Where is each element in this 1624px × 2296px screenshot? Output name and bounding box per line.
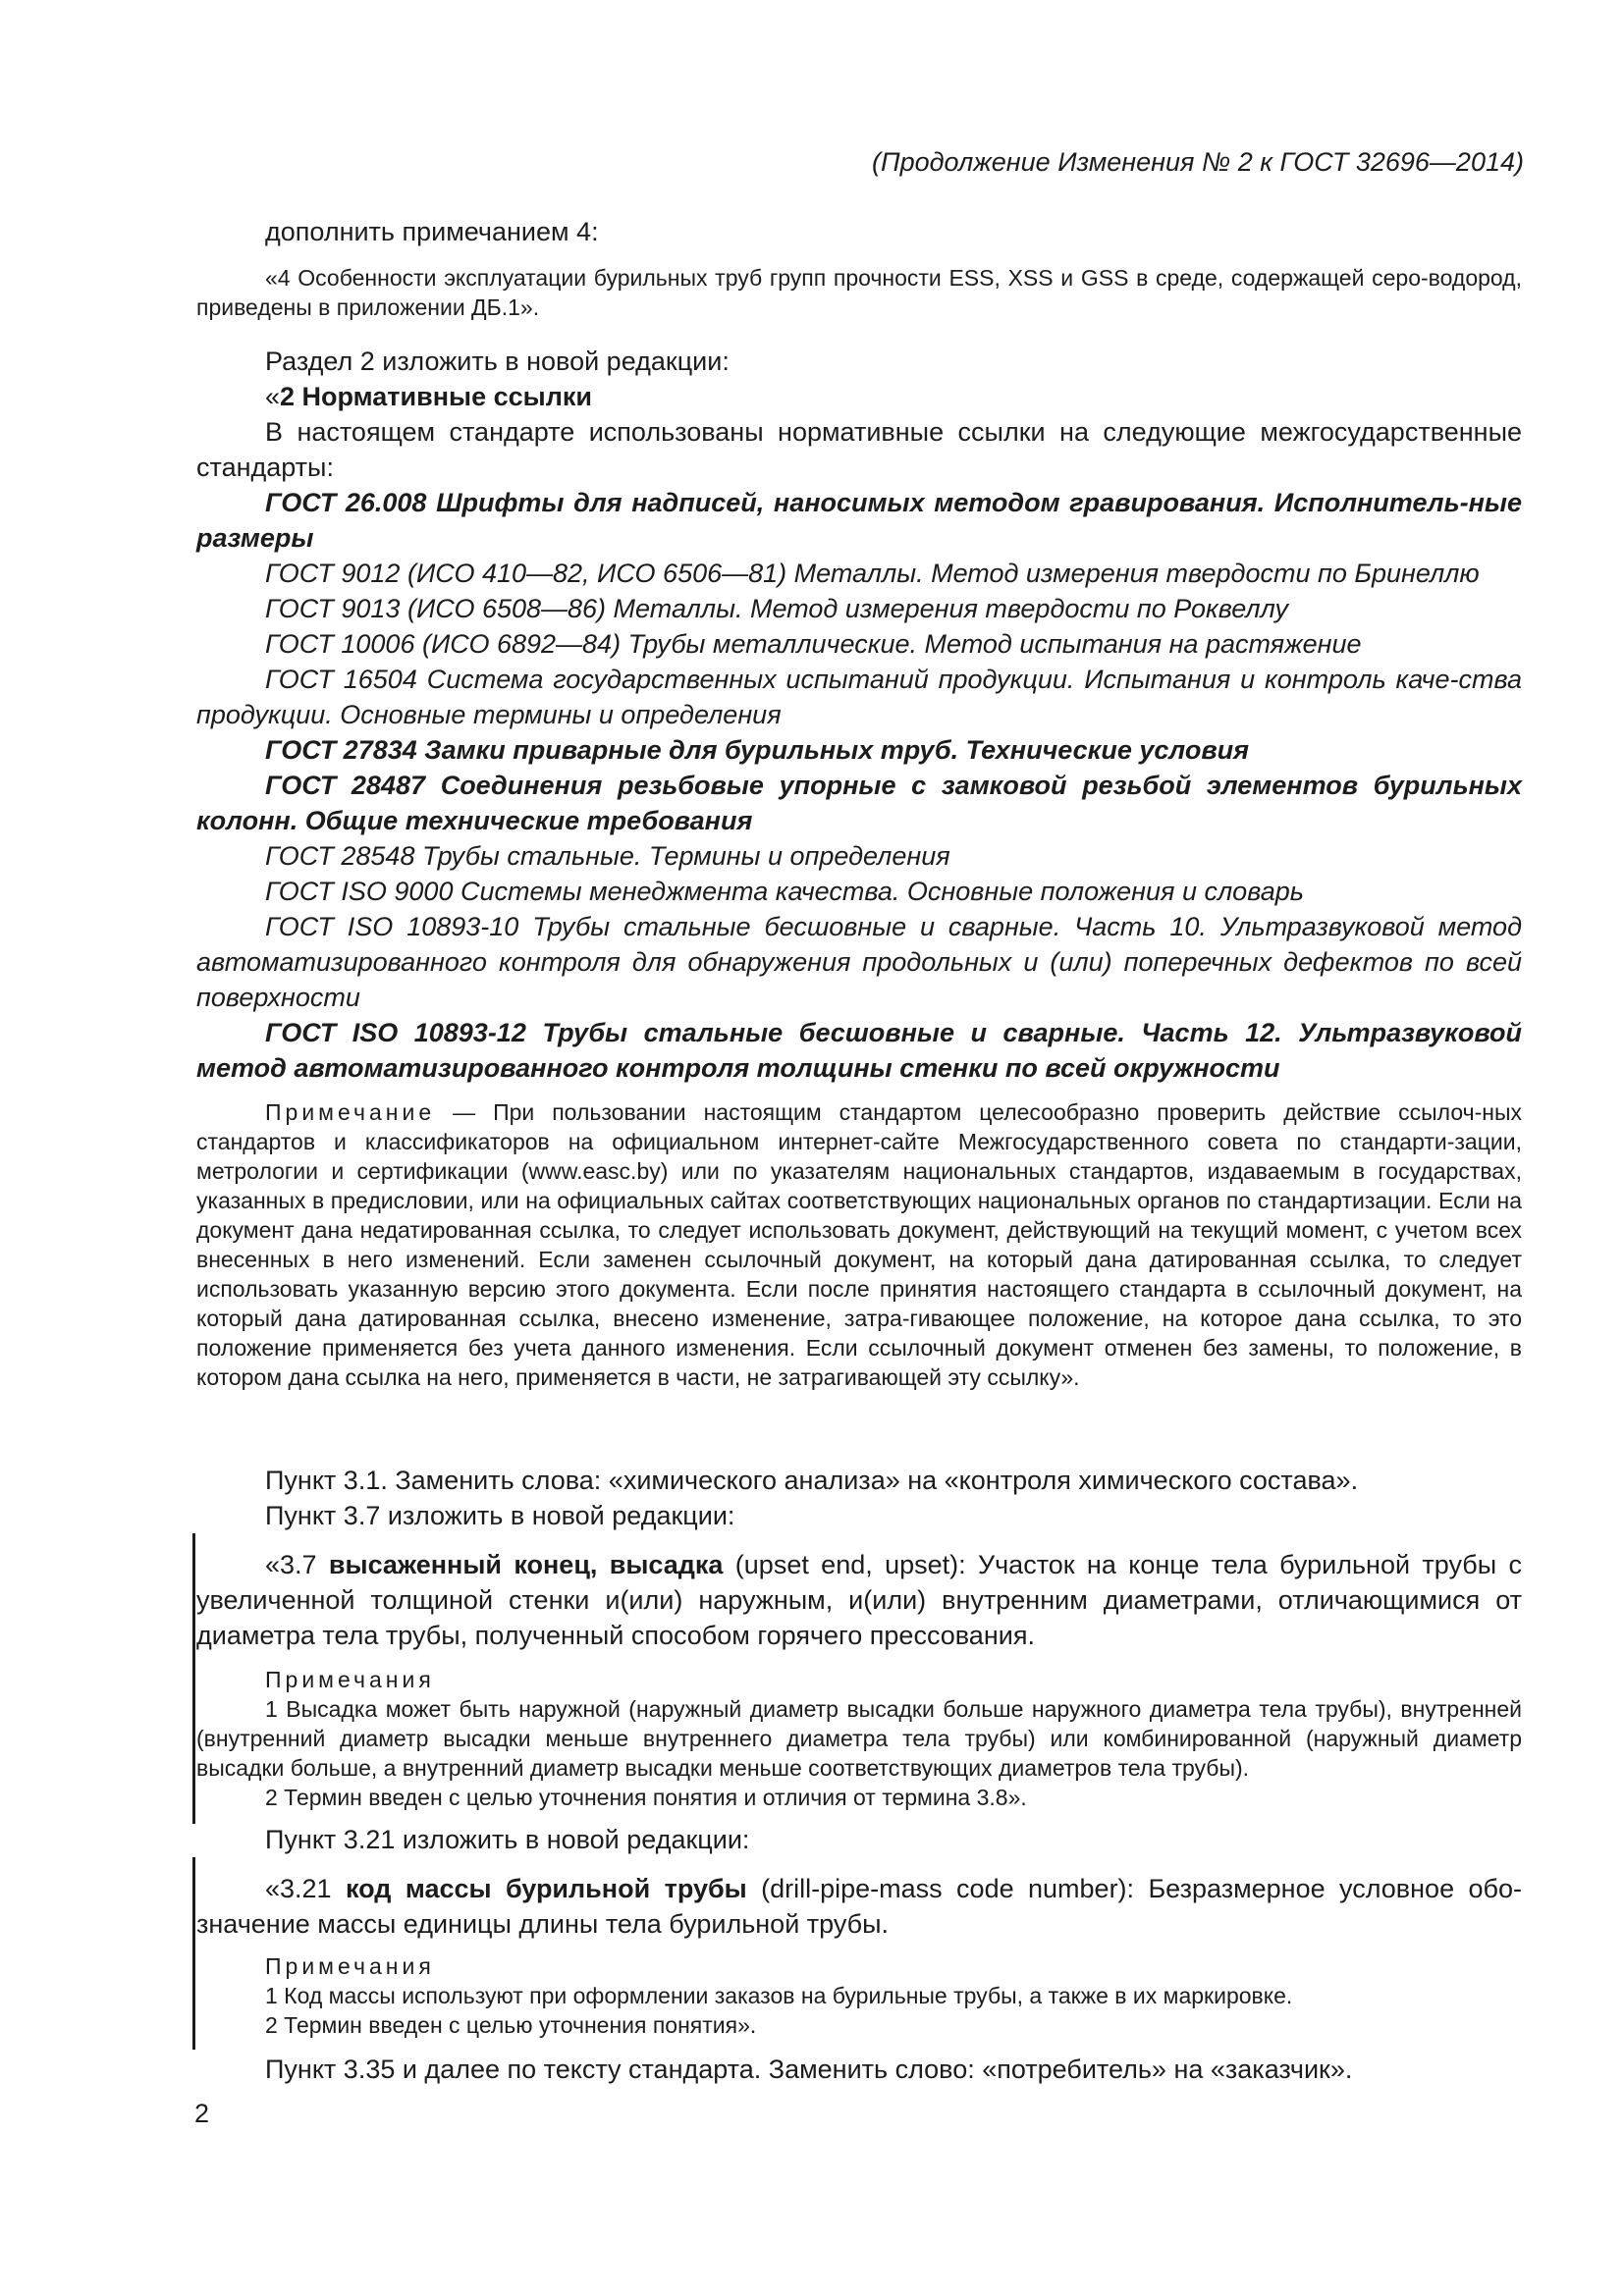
ref-gost-28548: ГОСТ 28548 Трубы стальные. Термины и определения bbox=[265, 841, 950, 871]
term-3-7-note-1: 1 Высадка может быть наружной (наружный диаметр высадки больше наружного диаметра тела трубы), внутренней (внутренний диаметр высадки меньше внутреннего диаметра тела трубы) или комбинированной (наружный диаметр высадки больше, а внутренний диаметр высадки меньше соответствующих диаметров тела трубы). bbox=[196, 1696, 1522, 1781]
paragraph-intro-refs: В настоящем стандарте использованы нормативные ссылки на следующие межгосударственные стандарты: bbox=[196, 417, 1522, 482]
term-3-7-title: высаженный конец, высадка bbox=[328, 1550, 724, 1579]
section-heading-title: 2 Нормативные ссылки bbox=[280, 382, 592, 411]
ref-gost-10006: ГОСТ 10006 (ИСО 6892—84) Трубы металлические. Метод испытания на растяжение bbox=[265, 629, 1362, 659]
paragraph-add-note: дополнить примечанием 4: bbox=[265, 217, 599, 246]
references-note bbox=[196, 1097, 1522, 1392]
ref-gost-16504: ГОСТ 16504 Система государственных испытаний продукции. Испытания и контроль каче-ства продукции. Основные термины и определения bbox=[196, 665, 1522, 729]
section-heading-quote: « bbox=[265, 382, 281, 411]
note-4-text: «4 Особенности эксплуатации бурильных труб групп прочности ESS, XSS и GSS в среде, содержащей серо-водород, приведены в приложении ДБ.1». bbox=[196, 265, 1522, 320]
paragraph-item-3-7: Пункт 3.7 изложить в новой редакции: bbox=[265, 1501, 735, 1530]
term-3-7-note-2: 2 Термин введен с целью уточнения понятия и отличия от термина 3.8». bbox=[265, 1785, 1027, 1810]
term-3-7-notes-label: Примечания bbox=[265, 1667, 435, 1692]
ref-gost-28487: ГОСТ 28487 Соединения резьбовые упорные с замковой резьбой элементов бурильных колонн. Общие технические требования bbox=[196, 771, 1522, 835]
ref-gost-iso-10893-12: ГОСТ ISO 10893-12 Трубы стальные бесшовные и сварные. Часть 12. Ультразвуковой метод автоматизированного контроля толщины стенки по всей окружности bbox=[196, 1018, 1522, 1083]
term-3-7-number: «3.7 bbox=[265, 1550, 329, 1579]
term-3-7 bbox=[196, 1547, 1522, 1653]
ref-gost-26008: ГОСТ 26.008 Шрифты для надписей, наносимых методом гравирования. Исполнитель-ные размеры bbox=[196, 488, 1522, 553]
term-3-21-note-2: 2 Термин введен с целью уточнения понятия». bbox=[265, 2012, 757, 2038]
term-3-21 bbox=[196, 1871, 1522, 1942]
section-heading bbox=[265, 379, 592, 414]
ref-gost-9012: ГОСТ 9012 (ИСО 410—82, ИСО 6506—81) Металлы. Метод измерения твердости по Бринеллю bbox=[265, 559, 1480, 588]
term-3-21-note-1: 1 Код массы используют при оформлении заказов на бурильные трубы, а также в их маркировке. bbox=[265, 1983, 1293, 2008]
ref-gost-iso-10893-10: ГОСТ ISO 10893-10 Трубы стальные бесшовные и сварные. Часть 10. Ультразвуковой метод автоматизированного контроля для обнаружения продольных и (или) поперечных дефектов по всей поверхности bbox=[196, 912, 1522, 1012]
ref-gost-27834: ГОСТ 27834 Замки приварные для бурильных труб. Технические условия bbox=[265, 735, 1250, 765]
ref-gost-9013: ГОСТ 9013 (ИСО 6508—86) Металлы. Метод измерения твердости по Роквеллу bbox=[265, 594, 1289, 623]
term-3-21-notes-label: Примечания bbox=[265, 1953, 435, 1979]
paragraph-item-3-35: Пункт 3.35 и далее по тексту стандарта. Заменить слово: «потребитель» на «заказчик». bbox=[265, 2055, 1353, 2084]
ref-gost-iso-9000: ГОСТ ISO 9000 Системы менеджмента качества. Основные положения и словарь bbox=[265, 877, 1304, 906]
term-3-7-definition: (upset end, upset): Участок на конце тела бурильной трубы с увеличенной толщиной стенки и(или) наружным, и(или) внутренним диаметрами, отличающимися от диаметра тела трубы, полученный способом горячего прессования. bbox=[196, 1550, 1523, 1650]
note-label: Примечание bbox=[265, 1099, 436, 1125]
paragraph-item-3-21: Пункт 3.21 изложить в новой редакции: bbox=[265, 1825, 750, 1854]
term-3-21-title: код массы бурильной трубы bbox=[345, 1874, 747, 1903]
running-header: (Продолжение Изменения № 2 к ГОСТ 32696—2014) bbox=[872, 147, 1524, 177]
paragraph-section2: Раздел 2 изложить в новой редакции: bbox=[265, 347, 730, 376]
paragraph-item-3-1: Пункт 3.1. Заменить слова: «химического анализа» на «контроля химического состава». bbox=[265, 1466, 1359, 1495]
page-number: 2 bbox=[194, 2099, 210, 2128]
note-text: — При пользовании настоящим стандартом целесообразно проверить действие ссылоч-ных стандартов и классификаторов на официальном интернет-сайте Межгосударственного совета по стандарти-зации, метрологии и сертификации (www.easc.by) или по указателям национальных стандартов, издаваемым в государствах, указанных в предисловии, или на официальных сайтах соответствующих национальных органов по стандартизации. Если на документ дана недатированная ссылка, то следует использовать документ, действующий на текущий момент, с учетом всех внесенных в него изменений. Если заменен ссылочный документ, на который дана датированная ссылка, то следует использовать указанную версию этого документа. Если после принятия настоящего стандарта в ссылочный документ, на который дана датированная ссылка, внесено изменение, затра-гивающее положение, на которое дана ссылка, то это положение применяется без учета данного изменения. Если ссылочный документ отменен без замены, то положение, в котором дана ссылка на него, применяется в части, не затрагивающей эту ссылку». bbox=[196, 1099, 1522, 1390]
term-3-21-number: «3.21 bbox=[265, 1874, 346, 1903]
change-bar bbox=[192, 1857, 195, 2050]
change-bar bbox=[192, 1533, 195, 1824]
term-3-21-definition: (drill-pipe-mass code number): Безразмерное условное обо-значение массы единицы длины тела бурильной трубы. bbox=[196, 1874, 1522, 1939]
